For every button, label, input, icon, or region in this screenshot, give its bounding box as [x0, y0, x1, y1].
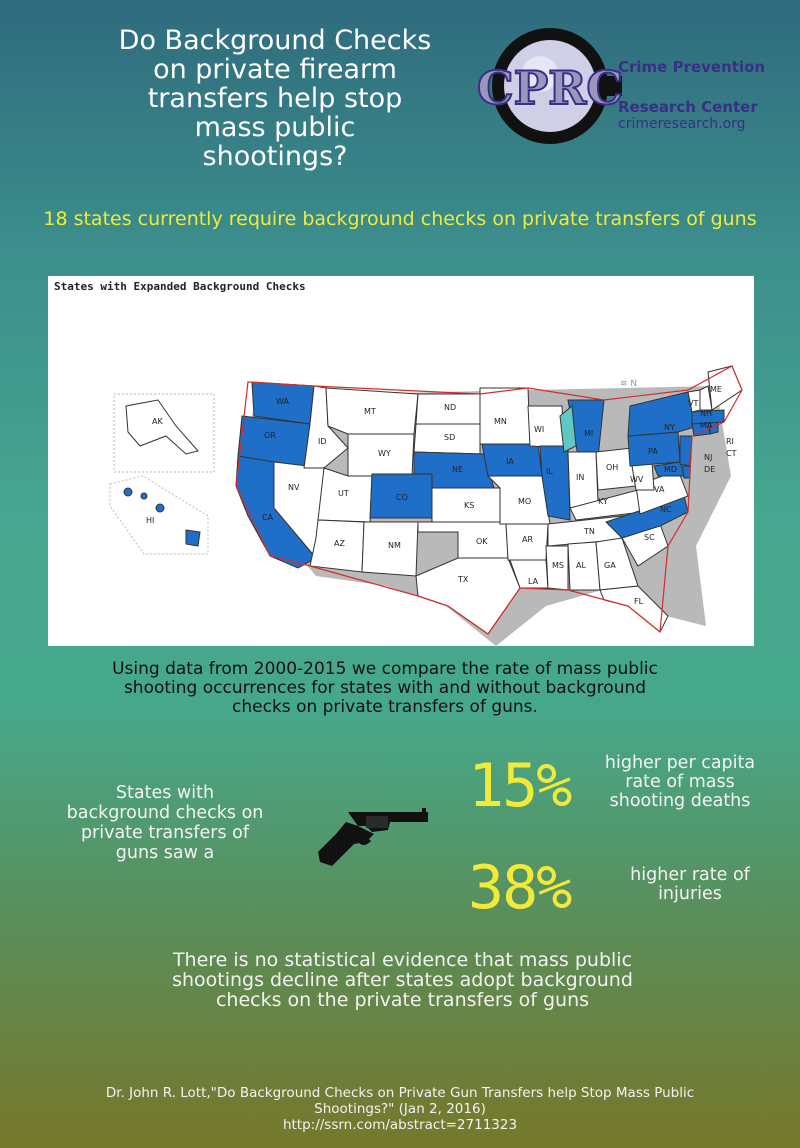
logo-url: crimeresearch.org — [618, 116, 746, 132]
map-label-ri: RI — [726, 437, 734, 446]
map-label-az: AZ — [334, 539, 345, 548]
page-title — [90, 26, 460, 171]
state-de — [682, 466, 690, 478]
map-label-id: ID — [318, 437, 327, 446]
map-label-sd: SD — [444, 433, 456, 442]
map-label-md: MD — [664, 465, 678, 474]
map-label-mn: MN — [494, 417, 507, 426]
map-label-ny: NY — [664, 423, 675, 432]
map-label-wy: WY — [378, 449, 391, 458]
svg-text:≋ N: ≋ N — [620, 379, 638, 389]
citation — [30, 1085, 770, 1133]
map-label-ky: KY — [598, 497, 608, 506]
citation-link[interactable]: http://ssrn.com/abstract=2711323 — [282, 1117, 518, 1133]
stat-label-line: shooting deaths — [609, 791, 751, 811]
map-label-ms: MS — [552, 561, 564, 570]
map-label-ar: AR — [522, 535, 534, 544]
citation-line: Dr. John R. Lott,"Do Background Checks on Private Gun Transfers help Stop Mass Public — [105, 1085, 695, 1101]
map-label-me: ME — [710, 385, 722, 394]
map-label-fl: FL — [634, 597, 644, 606]
map-svg — [48, 276, 754, 646]
title-line: on private firearm — [153, 54, 397, 85]
citation-line: Shootings?" (Jan 2, 2016) — [314, 1101, 486, 1117]
map-label-nh: NH — [700, 409, 712, 418]
intro-line: shooting occurrences for states with and without background — [123, 678, 647, 698]
map-label-va: VA — [654, 485, 665, 494]
map-label-tn: TN — [584, 527, 595, 536]
map-label-ca: CA — [262, 513, 274, 522]
map-label-ak: AK — [152, 417, 163, 426]
intro-line: checks on private transfers of guns. — [232, 697, 538, 717]
map-label-sc: SC — [644, 533, 655, 542]
map-label-mt: MT — [364, 407, 376, 416]
logo-name-line1: Crime Prevention — [618, 58, 766, 76]
map-label-wv: WV — [630, 475, 644, 484]
cprc-logo — [476, 24, 778, 154]
lead-text — [40, 783, 290, 863]
lead-line: background checks on — [66, 803, 264, 823]
map-label-wi: WI — [534, 425, 545, 434]
logo-name-line2: Research Center — [618, 98, 758, 116]
map-label-ks: KS — [464, 501, 475, 510]
map-label-pa: PA — [648, 447, 658, 456]
map-label-la: LA — [528, 577, 539, 586]
map-label-or: OR — [264, 431, 276, 440]
map-label-ia: IA — [506, 457, 514, 466]
map-label-ne: NE — [452, 465, 464, 474]
logo-monogram: CPRC — [476, 61, 624, 115]
map-label-ma: MA — [700, 421, 713, 430]
title-line: mass public — [194, 112, 356, 143]
conclusion-line: checks on the private transfers of guns — [215, 989, 590, 1011]
stat-label-line: higher rate of — [630, 865, 750, 885]
stat-label-line: higher per capita — [604, 753, 756, 773]
map-label-nj: NJ — [704, 453, 713, 462]
stat-label-deaths — [590, 754, 770, 811]
magnifier-icon — [476, 24, 624, 154]
map-label-ok: OK — [476, 537, 488, 546]
map-label-tx: TX — [458, 575, 469, 584]
conclusion-line: There is no statistical evidence that mass public — [172, 949, 633, 971]
revolver-icon — [318, 804, 430, 866]
map-label-al: AL — [576, 561, 586, 570]
map-label-de: DE — [704, 465, 716, 474]
lead-line: guns saw a — [115, 843, 215, 863]
us-map — [48, 276, 754, 646]
map-label-oh: OH — [606, 463, 619, 472]
map-label-in: IN — [576, 473, 585, 482]
lead-line: private transfers of — [80, 823, 250, 843]
intro-line: Using data from 2000-2015 we compare the rate of mass public — [112, 659, 658, 679]
map-label-vt: VT — [688, 399, 699, 408]
stat-value-deaths: 15% — [468, 751, 571, 821]
stat-label-line: rate of mass — [625, 772, 735, 792]
map-label-nv: NV — [288, 483, 300, 492]
subtitle: 18 states currently require background checks on private transfers of guns — [43, 208, 757, 230]
title-line: shootings? — [202, 141, 348, 172]
conclusion-line: shootings decline after states adopt background — [172, 969, 633, 991]
title-line: transfers help stop — [147, 83, 403, 114]
map-label-nm: NM — [388, 541, 401, 550]
stat-label-line: injuries — [658, 884, 722, 904]
map-label-mo: MO — [518, 497, 532, 506]
map-title: States with Expanded Background Checks — [54, 280, 306, 293]
map-label-wa: WA — [276, 397, 289, 406]
map-label-ut: UT — [338, 489, 349, 498]
lead-line: States with — [115, 783, 215, 803]
stat-label-injuries — [610, 866, 770, 904]
map-label-nc: NC — [660, 505, 672, 514]
map-label-nd: ND — [444, 403, 457, 412]
title-line: Do Background Checks — [118, 25, 432, 56]
map-label-hi: HI — [146, 516, 155, 525]
intro-text — [40, 660, 730, 717]
conclusion-text — [110, 950, 695, 1010]
map-label-mi: MI — [584, 429, 594, 438]
map-label-co: CO — [396, 493, 408, 502]
map-label-il: IL — [546, 467, 553, 476]
map-label-ct: CT — [726, 449, 737, 458]
map-label-ga: GA — [604, 561, 616, 570]
stat-value-injuries: 38% — [468, 853, 571, 923]
state-mn — [480, 388, 530, 444]
